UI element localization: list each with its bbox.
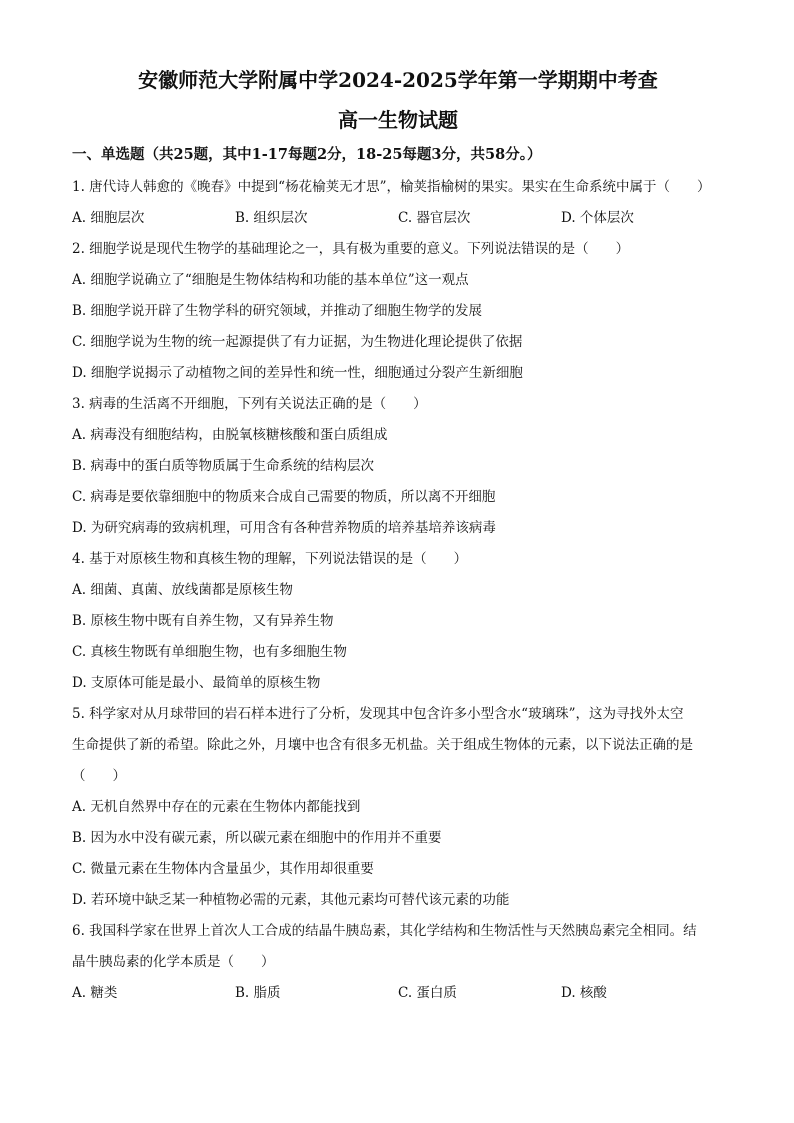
option-a: A. 无机自然界中存在的元素在生物体内都能找到 <box>72 799 361 815</box>
option-b: B. 组织层次 <box>235 210 308 226</box>
option-d: D. 个体层次 <box>561 210 634 226</box>
option-a: A. 细胞层次 <box>72 210 145 226</box>
option-c: C. 器官层次 <box>398 210 471 226</box>
option-a: A. 糖类 <box>72 985 118 1001</box>
option-d: D. 为研究病毒的致病机理，可用含有各种营养物质的培养基培养该病毒 <box>72 520 496 536</box>
question-5 <box>72 699 724 916</box>
question-stem-line-2: 生命提供了新的希望。除此之外，月壤中也含有很多无机盐。关于组成生物体的元素，以下说法正确的是 <box>72 737 693 753</box>
question-2 <box>72 234 724 389</box>
option-b: B. 细胞学说开辟了生物学科的研究领域，并推动了细胞生物学的发展 <box>72 303 483 319</box>
option-c: C. 蛋白质 <box>398 985 457 1001</box>
option-c: C. 细胞学说为生物的统一起源提供了有力证据，为生物进化理论提供了依据 <box>72 334 523 350</box>
section-heading: 一、单选题（共25题，其中1-17每题2分，18-25每题3分，共58分。） <box>72 146 542 163</box>
option-c: C. 真核生物既有单细胞生物，也有多细胞生物 <box>72 644 347 660</box>
option-d: D. 若环境中缺乏某一种植物必需的元素，其他元素均可替代该元素的功能 <box>72 892 510 908</box>
option-a: A. 细胞学说确立了“细胞是生物体结构和功能的基本单位”这一观点 <box>72 272 469 288</box>
question-stem: 3. 病毒的生活离不开细胞，下列有关说法正确的是（ ） <box>72 396 427 412</box>
question-4 <box>72 544 724 699</box>
option-b: B. 病毒中的蛋白质等物质属于生命系统的结构层次 <box>72 458 375 474</box>
question-6 <box>72 916 724 1009</box>
exam-title: 安徽师范大学附属中学2024-2025学年第一学期期中考查 <box>138 68 658 92</box>
option-a: A. 病毒没有细胞结构，由脱氧核糖核酸和蛋白质组成 <box>72 427 388 443</box>
option-a: A. 细菌、真菌、放线菌都是原核生物 <box>72 582 293 598</box>
option-b: B. 脂质 <box>235 985 281 1001</box>
question-stem-line-2: 晶牛胰岛素的化学本质是（ ） <box>72 954 275 970</box>
question-stem-line-1: 6. 我国科学家在世界上首次人工合成的结晶牛胰岛素，其化学结构和生物活性与天然胰岛素完全相同。结 <box>72 923 697 939</box>
option-b: B. 原核生物中既有自养生物，又有异养生物 <box>72 613 334 629</box>
options-row <box>72 203 724 234</box>
option-c: C. 微量元素在生物体内含量虽少，其作用却很重要 <box>72 861 374 877</box>
option-d: D. 细胞学说揭示了动植物之间的差异性和统一性，细胞通过分裂产生新细胞 <box>72 365 523 381</box>
options-row <box>72 978 724 1009</box>
question-stem-line-1: 5. 科学家对从月球带回的岩石样本进行了分析，发现其中包含许多小型含水“玻璃珠”，这为寻找外太空 <box>72 706 684 722</box>
option-d: D. 支原体可能是最小、最简单的原核生物 <box>72 675 321 691</box>
question-stem: 4. 基于对原核生物和真核生物的理解，下列说法错误的是（ ） <box>72 551 468 567</box>
exam-subtitle: 高一生物试题 <box>338 108 458 132</box>
question-stem-line-3: （ ） <box>72 768 126 784</box>
question-3 <box>72 389 724 544</box>
question-1 <box>72 172 724 234</box>
option-b: B. 因为水中没有碳元素，所以碳元素在细胞中的作用并不重要 <box>72 830 442 846</box>
option-d: D. 核酸 <box>561 985 607 1001</box>
question-stem: 1. 唐代诗人韩愈的《晚春》中提到“杨花榆荚无才思”，榆荚指榆树的果实。果实在生命系统中属于（ ） <box>72 179 711 195</box>
question-stem: 2. 细胞学说是现代生物学的基础理论之一，具有极为重要的意义。下列说法错误的是（ ） <box>72 241 630 257</box>
option-c: C. 病毒是要依靠细胞中的物质来合成自己需要的物质，所以离不开细胞 <box>72 489 496 505</box>
